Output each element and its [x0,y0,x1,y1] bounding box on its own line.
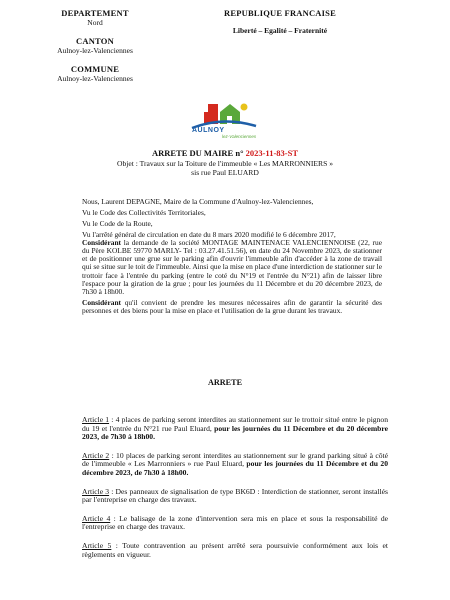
considerant-text-2: qu'il convient de prendre les mesures nécessaires afin de garantir la sécurité des personnes et des biens pour la mise en place et l'utilisation de la grue durant les travaux. [82,298,382,316]
article-1 [82,416,388,442]
article-bold-text: pour les journées du 11 Décembre et du 20 décembre 2023, de 7h30 à 18h00. [82,423,388,442]
article-text: : Toute contravention au présent arrêté sera poursuivie conformément aux lois et règlements en vigueur. [82,540,389,559]
article-label: Article 4 [82,513,111,523]
decree-title-prefix: ARRETE DU MAIRE n° [151,148,246,158]
title-block [60,148,390,177]
article-label: Article 5 [82,540,112,550]
preamble-considerant-1 [82,239,382,296]
article-text: : 4 places de parking seront interdites au stationnement sur le trottoir situé entre le pignon du 19 et l'entrée du N°21 rue Paul Eluard, [82,415,388,433]
article-text: : 10 places de parking seront interdites au stationnement sur le grand parking situé à côté de l'immeuble « Les Marronniers » rue Paul Eluard, [82,450,389,469]
preamble-mayor: Nous, Laurent DEPAGNE, Maire de la Commune d'Aulnoy-lez-Valenciennes, [82,197,314,206]
articles [82,416,388,559]
canton-value: Aulnoy-lez-Valenciennes [57,46,133,55]
preamble-arrete-general: Vu l'arrêté général de circulation en date du 8 mars 2020 modifié le 6 décembre 2017, [82,229,336,239]
considerant-lead-1: Considérant [82,237,122,247]
arrete-heading: ARRETE [207,378,243,387]
article-3 [82,488,388,505]
article-label: Article 3 [82,486,110,496]
canton-title: CANTON [76,36,114,46]
article-4 [82,515,388,532]
article-text: : Le balisage de la zone d'intervention sera mis en place et sous la responsabilité de l'entreprise en charge des travaux. [82,513,389,532]
article-5 [82,542,388,559]
republic-title: REPUBLIQUE FRANCAISE [224,8,336,18]
header-left [20,8,170,83]
considerant-text-1: la demande de la société MONTAGE MAINTENACE VALENCIENNOISE (22, rue du Père KOLBE 59770 MARLY- Tel : 03.27.41.51.56), en date du 24 Novembre 2023, de stationner et de positionner une grue sur le parking afin d'ouvrir l'immeuble afin d'accéder à la zone de travail qui se situe sur le toit de l'immeuble. Ainsi que la mise en place d'une interdiction de stationner sur le trottoir face à l'entrée du parking (entre le coté du N°19 et l'entrée du N°21) afin de laisser libre l'espace pour la giration de la grue ; pour les journées du 11 Décembre et du 20 décembre 2023, de 7h30 à 18h00. [82,237,382,297]
preamble-code-collectivites: Vu le Code des Collectivités Territoriales, [82,208,206,218]
preamble [82,198,382,316]
republic-motto: Liberté – Egalité – Fraternité [232,26,328,35]
header-right [200,8,360,35]
department-value: Nord [87,18,103,27]
article-label: Article 2 [82,450,110,460]
considerant-lead-2: Considérant [82,298,122,308]
logo-text: AULNOY [192,127,225,134]
article-2 [82,452,388,478]
decree-number: 2023-11-83-ST [245,148,299,158]
article-text: : Des panneaux de signalisation de type BK6D : Interdiction de stationner, seront installés par l'entreprise en charge des travaux. [82,486,389,505]
commune-value: Aulnoy-lez-Valenciennes [57,74,133,83]
decree-title [60,148,390,158]
decree-location: sis rue Paul ELUARD [191,168,259,177]
town-logo [178,98,268,142]
decree-object: Objet : Travaux sur la Toiture de l'immeuble « Les MARRONNIERS » [116,159,334,168]
logo-subtext: lez-Valenciennes [222,134,257,139]
commune-title: COMMUNE [70,64,120,74]
preamble-considerant-2 [82,299,382,315]
department-title: DEPARTEMENT [61,8,129,18]
article-label: Article 1 [82,415,110,424]
preamble-code-route: Vu le Code de la Route, [82,219,153,229]
article-bold-text: pour les journées du 11 Décembre et du 20 décembre 2023, de 7h30 à 18h00. [82,459,389,477]
